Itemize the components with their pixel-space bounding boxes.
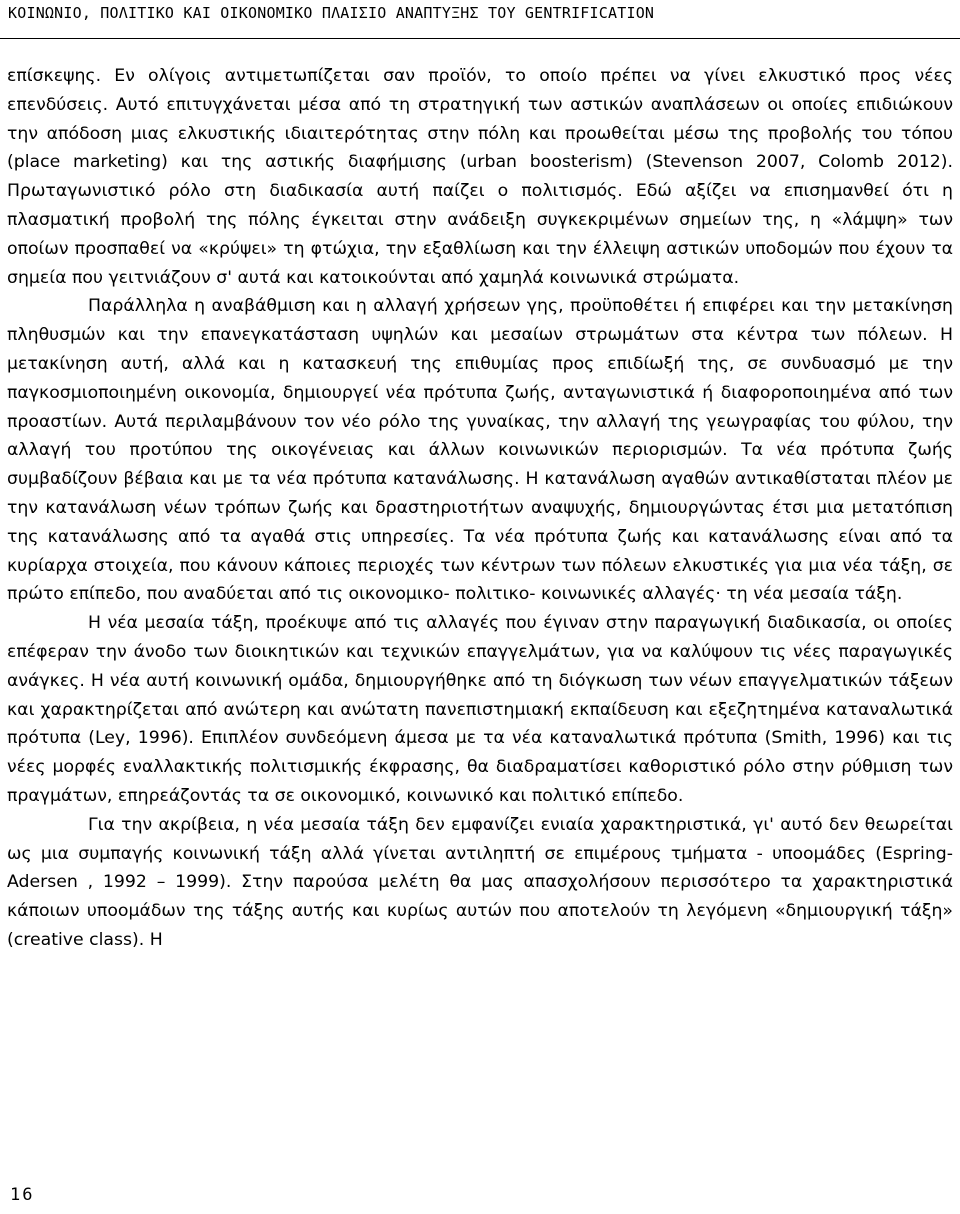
paragraph-continued: επίσκεψης. Εν ολίγοις αντιμετωπίζεται σαν προϊόν, το οποίο πρέπει να γίνει ελκυστικό προς νέες επενδύσεις. Αυτό επιτυγχάνεται μέσα από τη στρατηγική των αστικών αναπλάσεων οι οποίες επιδιώκουν την απόδοση μιας ελκυστικής ιδιαιτερότητας στην πόλη και προωθείται μέσω της προβολής του τόπου (place marketing) και της αστικής διαφήμισης (urban boosterism) (Stevenson 2007, Colomb 2012). Πρωταγωνιστικό ρόλο στη διαδικασία αυτή παίζει ο πολιτισμός. Εδώ αξίζει να επισημανθεί ότι η πλασματική προβολή της πόλης έγκειται στην ανάδειξη συγκεκριμένων σημείων της, η «λάμψη» των οποίων προσπαθεί να «κρύψει» τη φτώχια, την εξαθλίωση και την έλλειψη αστικών υποδομών που έχουν τα σημεία που γειτνιάζουν σ' αυτά και κατοικούνται από χαμηλά κοινωνικά στρώματα. — [7, 66, 953, 288]
running-header-title: ΚΟΙΝΩΝΙΟ, ΠΟΛΙΤΙΚΟ ΚΑΙ ΟΙΚΟΝΟΜΙΚΟ ΠΛΑΙΣΙΟ ΑΝΑΠΤΥΞΗΣ ΤΟΥ GENTRIFICATION — [8, 4, 655, 22]
paragraph: Η νέα μεσαία τάξη, προέκυψε από τις αλλαγές που έγιναν στην παραγωγική διαδικασία, οι οποίες επέφεραν την άνοδο των διοικητικών και τεχνικών επαγγελμάτων, για να καλύψουν τις νέες παραγωγικές ανάγκες. Η νέα αυτή κοινωνική ομάδα, δημιουργήθηκε από τη διόγκωση των νέων επαγγελματικών τάξεων και χαρακτηρίζεται από ανώτερη και ανώτατη πανεπιστημιακή εκπαίδευση και εξεζητημένα καταναλωτικά πρότυπα (Ley, 1996). Επιπλέον συνδεόμενη άμεσα με τα νέα καταναλωτικά πρότυπα (Smith, 1996) και τις νέες μορφές εναλλακτικής πολιτισμικής έκφρασης, θα διαδραματίσει καθοριστικό ρόλο στην ρύθμιση των πραγμάτων, επηρεάζοντάς τα σε οικονομικό, κοινωνικό και πολιτικό επίπεδο. — [7, 613, 953, 806]
page-number: 16 — [10, 1185, 35, 1205]
header-divider — [0, 38, 960, 39]
document-body — [7, 62, 953, 955]
paragraph: Παράλληλα η αναβάθμιση και η αλλαγή χρήσεων γης, προϋποθέτει ή επιφέρει και την μετακίνηση πληθυσμών και την επανεγκατάσταση υψηλών και μεσαίων στρωμάτων στα κέντρα των πόλεων. Η μετακίνηση αυτή, αλλά και η κατασκευή της επιθυμίας προς επιδίωξή της, σε συνδυασμό με την παγκοσμιοποιημένη οικονομία, δημιουργεί νέα πρότυπα ζωής, ανταγωνιστικά ή διαφοροποιημένα από των προαστίων. Αυτά περιλαμβάνουν τον νέο ρόλο της γυναίκας, την αλλαγή της γεωγραφίας του φύλου, την αλλαγή του προτύπου της οικογένειας και άλλων κοινωνικών περιορισμών. Τα νέα πρότυπα ζωής συμβαδίζουν βέβαια και με τα νέα πρότυπα κατανάλωσης. Η κατανάλωση αγαθών αντικαθίσταται πλέον με την κατανάλωση νέων τρόπων ζωής και δραστηριοτήτων αναψυχής, δημιουργώντας έτσι μια μετατόπιση της κατανάλωσης από τα αγαθά στις υπηρεσίες. Τα νέα πρότυπα ζωής και κατανάλωσης είναι από τα κυρίαρχα στοιχεία, που κάνουν κάποιες περιοχές των κέντρων των πόλεων ελκυστικές για μια νέα τάξη, σε πρώτο επίπεδο, που αναδύεται από τις οικονομικο- πολιτικο- κοινωνικές αλλαγές· τη νέα μεσαία τάξη. — [7, 296, 953, 605]
paragraph: Για την ακρίβεια, η νέα μεσαία τάξη δεν εμφανίζει ενιαία χαρακτηριστικά, γι' αυτό δεν θεωρείται ως μια συμπαγής κοινωνική τάξη αλλά γίνεται αντιληπτή σε επιμέρους τμήματα - υποομάδες (Espring-Adersen , 1992 – 1999). Στην παρούσα μελέτη θα μας απασχολήσουν περισσότερο τα χαρακτηριστικά κάποιων υποομάδων της τάξης αυτής και κυρίως αυτών που αποτελούν τη λεγόμενη «δημιουργική τάξη» (creative class). Η — [7, 814, 953, 950]
running-header — [8, 2, 948, 24]
